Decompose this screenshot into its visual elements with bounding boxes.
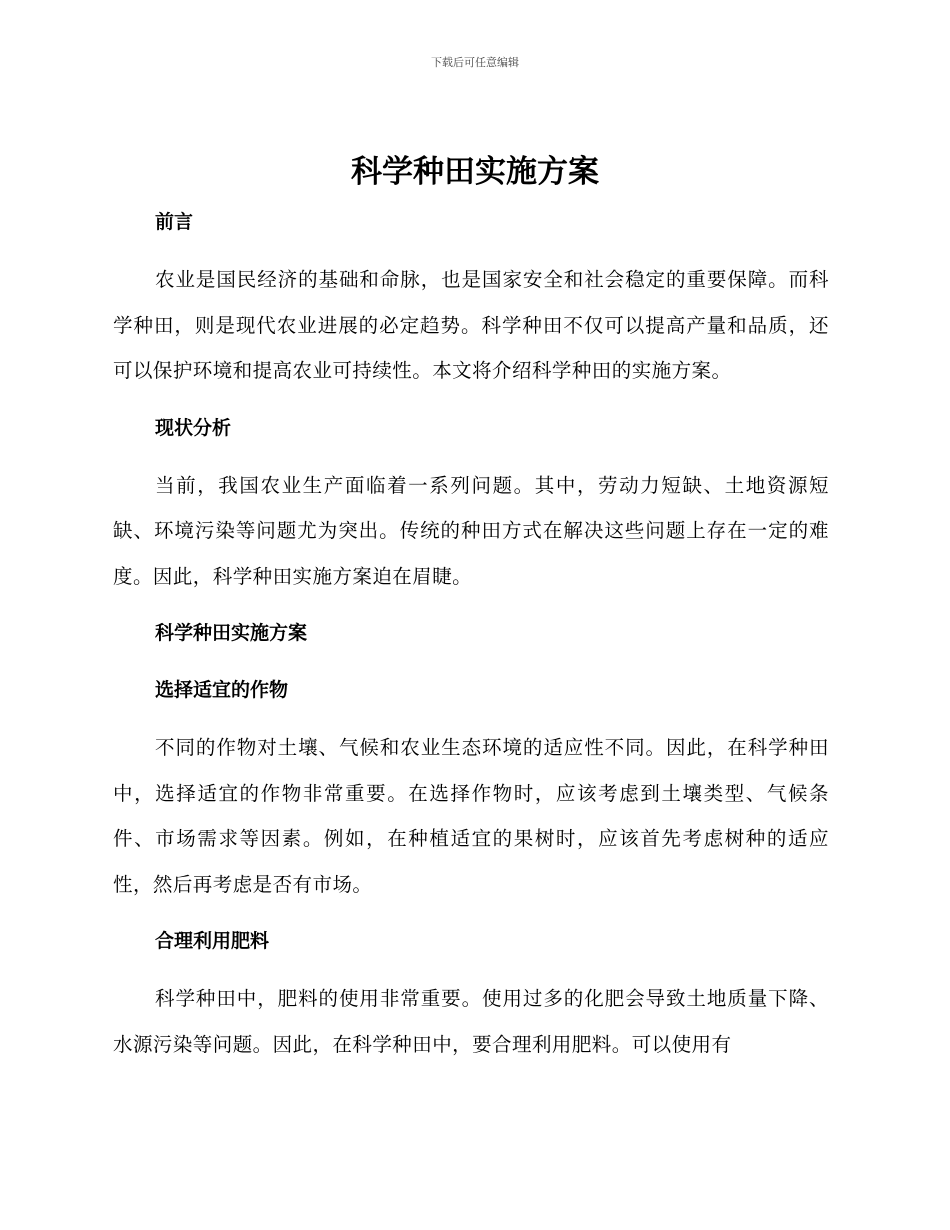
paragraph-fertilizer: 科学种田中，肥料的使用非常重要。使用过多的化肥会导致土地质量下降、水源污染等问题。因此，在科学种田中，要合理利用肥料。可以使用有 <box>113 987 829 1056</box>
document-body <box>113 200 829 1079</box>
section-heading-status: 现状分析 <box>155 416 232 439</box>
paragraph-preface: 农业是国民经济的基础和命脉，也是国家安全和社会稳定的重要保障。而科学种田，则是现代农业进展的必定趋势。科学种田不仅可以提高产量和品质，还可以保护环境和提高农业可持续性。本文将介绍科学种田的实施方案。 <box>113 268 829 382</box>
subsection-heading-crops: 选择适宜的作物 <box>155 679 289 701</box>
header-note: 下载后可任意编辑 <box>431 56 519 69</box>
paragraph-crops: 不同的作物对土壤、气候和农业生态环境的适应性不同。因此，在科学种田中，选择适宜的作物非常重要。在选择作物时，应该考虑到土壤类型、气候条件、市场需求等因素。例如，在种植适宜的果树时，应该首先考虑树种的适应性，然后再考虑是否有市场。 <box>113 736 829 896</box>
subsection-heading-fertilizer: 合理利用肥料 <box>155 930 270 952</box>
document-title: 科学种田实施方案 <box>351 154 599 190</box>
section-heading-preface: 前言 <box>155 211 194 233</box>
section-heading-plan: 科学种田实施方案 <box>155 622 308 644</box>
paragraph-status: 当前，我国农业生产面临着一系列问题。其中，劳动力短缺、土地资源短缺、环境污染等问题尤为突出。传统的种田方式在解决这些问题上存在一定的难度。因此，科学种田实施方案迫在眉睫。 <box>113 473 829 588</box>
